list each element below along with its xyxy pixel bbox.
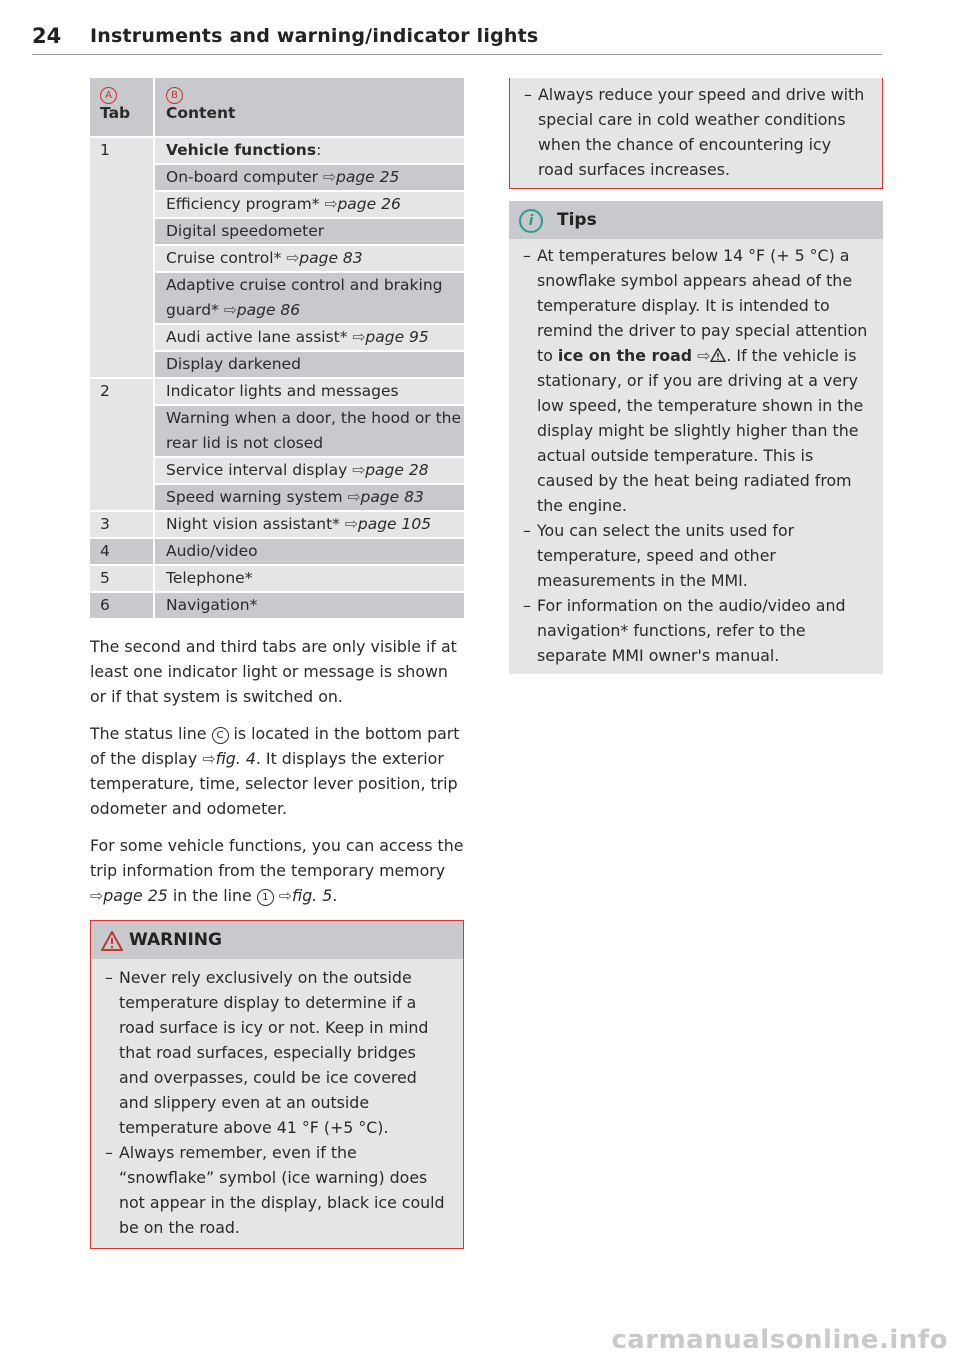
page-reference: page 95 — [365, 328, 429, 346]
warning-continuation — [509, 78, 883, 189]
content-cell — [155, 539, 464, 564]
page-reference: page 26 — [337, 195, 401, 213]
tips-bullet: – At temperatures below 14 °F (+ 5 °C) a snowflake symbol appears ahead of the temperature display. It is intended to remind the driver to pay special attention to ice on the road ⇨ . If the vehicle is stationary, or if you are driving at a very low speed, the temperature shown in the display might be slightly higher than the actual outside temperature. This is caused by the heat being radiated from the engine. — [523, 246, 868, 515]
content-text: Speed warning system — [166, 488, 348, 506]
tips-label: Tips — [557, 210, 597, 230]
content-text: Digital speedometer — [166, 222, 325, 240]
table-row — [90, 379, 464, 404]
arrow-right-icon: ⇨ — [352, 328, 366, 346]
content-cell — [155, 406, 464, 456]
page-header — [32, 24, 882, 55]
arrow-right-icon: ⇨ — [90, 886, 104, 905]
content-cell — [155, 192, 464, 217]
warning-bullet: – Always remember, even if the “snowflake” symbol (ice warning) does not appear in the display, black ice could be on the road. — [105, 1143, 445, 1237]
arrow-right-icon: ⇨ — [322, 168, 336, 186]
paragraph-tabs-visibility: The second and third tabs are only visible if at least one indicator light or message is shown or if that system is switched on. — [90, 637, 457, 706]
table-row — [90, 539, 464, 564]
bold-text: ice on the road — [557, 346, 693, 365]
content-text: Audi active lane assist* — [166, 328, 353, 346]
content-cell — [155, 165, 464, 190]
paragraph-status-line — [90, 721, 464, 821]
page-reference: page 83 — [360, 488, 424, 506]
watermark: carmanualsonline.info — [611, 1325, 948, 1355]
content-text: Service interval display — [166, 461, 353, 479]
bullet-text: Always remember, even if the “snowflake” symbol (ice warning) does not appear in the display, black ice could be on the road. — [119, 1143, 445, 1237]
page-reference: page 86 — [236, 301, 301, 319]
table-body — [90, 138, 464, 618]
text-span: is located in the bottom part of the display — [90, 724, 460, 768]
content-text: Vehicle functions — [166, 141, 317, 159]
text-span: For some vehicle functions, you can access the trip information from the temporary memory — [90, 836, 464, 880]
bullet-text: For information on the audio/video and navigation* functions, refer to the separate MMI owner's manual. — [537, 596, 846, 665]
table-header-row — [90, 78, 464, 136]
tab-number-cell: 2 — [90, 379, 155, 510]
warning-bullet: – Never rely exclusively on the outside temperature display to determine if a road surface is icy or not. Keep in mind that road surfaces, especially bridges and overpasses, could be ice covered and slippery even at an outside temperature above 41 °F (+5 °C). — [105, 968, 429, 1137]
info-icon: i — [519, 209, 543, 233]
page-reference: page 105 — [357, 515, 432, 533]
arrow-right-icon: ⇨ — [347, 488, 361, 506]
content-text: Adaptive cruise control and braking guard* — [166, 276, 443, 319]
arrow-right-icon: ⇨ — [286, 249, 300, 267]
content-cell — [155, 593, 464, 618]
content-cell — [155, 219, 464, 244]
content-cell — [155, 273, 464, 323]
content-cell — [155, 485, 464, 510]
left-column — [90, 78, 464, 1249]
content-cell — [155, 352, 464, 377]
text-span: . — [332, 886, 338, 905]
page-number: 24 — [32, 24, 62, 48]
page-reference: page 83 — [299, 249, 363, 267]
content-text: Navigation* — [166, 596, 258, 614]
marker-b: B — [166, 87, 183, 104]
arrow-right-icon: ⇨ — [352, 461, 366, 479]
bullet-text: . If the vehicle is stationary, or if you are driving at a very low speed, the temperature shown in the display might be slightly higher than the actual outside temperature. This is caused by the heat being radiated from the engine. — [537, 346, 864, 515]
tab-number-cell: 6 — [90, 593, 155, 618]
content-text: Display darkened — [166, 355, 301, 373]
figure-reference: fig. 5 — [292, 886, 333, 905]
content-cell — [155, 325, 464, 350]
page-reference: page 25 — [335, 168, 400, 186]
bullet-text: Always reduce your speed and drive with special care in cold weather conditions when the chance of encountering icy road surfaces increases. — [538, 85, 865, 179]
content-text: Telephone* — [166, 569, 253, 587]
bullet-text: You can select the units used for temperature, speed and other measurements in the MMI. — [537, 521, 795, 590]
content-text: Efficiency program* — [166, 195, 325, 213]
arrow-right-icon: ⇨ — [278, 886, 293, 905]
arrow-right-icon: ⇨ — [202, 749, 216, 768]
content-cell — [155, 379, 464, 404]
warning-body — [91, 959, 463, 1248]
paragraph-trip-info — [90, 833, 464, 908]
tips-header — [509, 201, 883, 239]
content-header-label: Content — [166, 104, 236, 122]
content-header-cell — [155, 78, 464, 136]
text-span: The status line — [90, 724, 212, 743]
tips-bullet: – For information on the audio/video and navigation* functions, refer to the separate MMI owner's manual. — [523, 596, 846, 665]
content-text: On-board computer — [166, 168, 323, 186]
table-row — [90, 566, 464, 591]
content-cell — [155, 512, 464, 537]
content-cell — [155, 566, 464, 591]
tab-number-cell: 3 — [90, 512, 155, 537]
content-text: Night vision assistant* — [166, 515, 345, 533]
figure-reference: fig. 4 — [215, 749, 256, 768]
warning-label: WARNING — [129, 930, 222, 950]
page-reference: page 25 — [103, 886, 168, 905]
tips-bullet: – You can select the units used for temperature, speed and other measurements in the MMI. — [523, 521, 795, 590]
warning-triangle-icon — [101, 931, 123, 951]
page-reference: page 28 — [365, 461, 429, 479]
table-row — [90, 138, 464, 163]
tips-body — [509, 239, 883, 674]
content-text: Indicator lights and messages — [166, 382, 399, 400]
arrow-right-icon: ⇨ — [344, 515, 358, 533]
tab-number-cell: 1 — [90, 138, 155, 377]
content-text: Warning when a door, the hood or the rear lid is not closed — [166, 409, 462, 452]
arrow-right-icon: ⇨ — [324, 195, 338, 213]
content-text: Audio/video — [166, 542, 258, 560]
table-row — [90, 593, 464, 618]
tab-header-cell — [90, 78, 155, 136]
page-title: Instruments and warning/indicator lights — [90, 25, 539, 47]
warning-bullet: – Always reduce your speed and drive with special care in cold weather conditions when the chance of encountering icy road surfaces increases. — [524, 85, 865, 179]
warning-triangle-icon — [710, 348, 726, 362]
tabs-table — [90, 76, 464, 620]
arrow-right-icon: ⇨ — [223, 301, 237, 319]
warning-box — [90, 920, 464, 1249]
content-suffix: : — [316, 141, 322, 159]
content-cell — [155, 246, 464, 271]
marker-a: A — [100, 87, 117, 104]
marker-1: 1 — [257, 889, 274, 906]
tab-number-cell: 4 — [90, 539, 155, 564]
marker-c: C — [212, 727, 229, 744]
content-cell — [155, 458, 464, 483]
text-span: in the line — [167, 886, 257, 905]
table-row — [90, 512, 464, 537]
right-column — [509, 78, 883, 674]
content-text: Cruise control* — [166, 249, 287, 267]
arrow-right-icon: ⇨ — [697, 346, 711, 365]
bullet-text: Never rely exclusively on the outside temperature display to determine if a road surface is icy or not. Keep in mind that road surfaces, especially bridges and overpasses, could be ice covered and slippery even at an outside temperature above 41 °F (+5 °C). — [119, 968, 429, 1137]
bullet-text: At temperatures below 14 °F (+ 5 °C) a snowflake symbol appears ahead of the temperature display. It is intended to remind the driver to pay special attention to — [537, 246, 868, 365]
text-span: . It displays the exterior temperature, time, selector lever position, trip odometer and odometer. — [90, 749, 458, 818]
content-cell — [155, 138, 464, 163]
tab-number-cell: 5 — [90, 566, 155, 591]
tab-header-label: Tab — [100, 104, 131, 122]
warning-header — [91, 921, 463, 959]
